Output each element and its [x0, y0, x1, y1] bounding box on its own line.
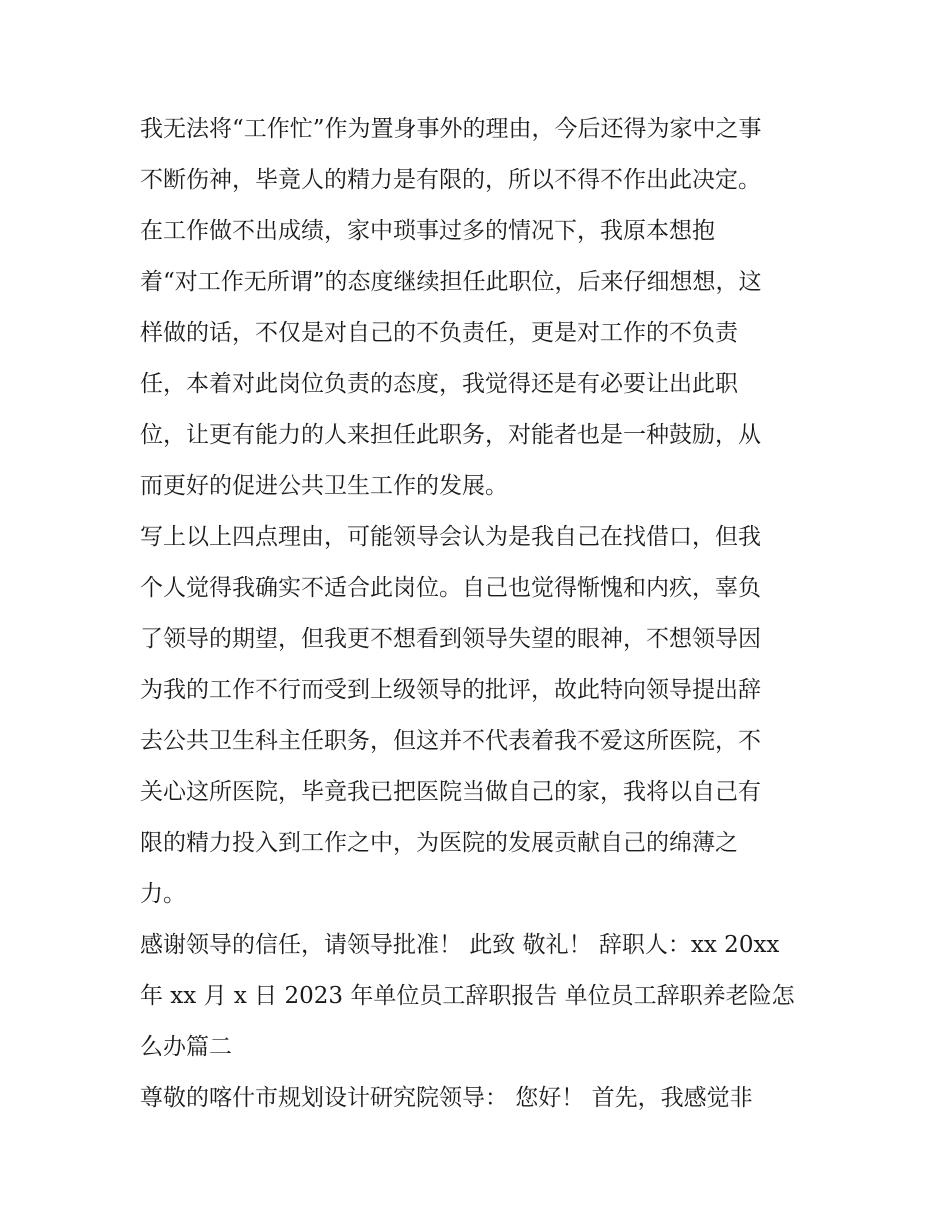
text-line: 个人觉得我确实不适合此岗位。自己也觉得惭愧和内疚，辜负 [140, 575, 761, 601]
text-line: 么办篇二 [140, 1034, 232, 1060]
text-line: 样做的话，不仅是对自己的不负责任，更是对工作的不负责 [140, 320, 738, 346]
text-line: 着“对工作无所谓”的态度继续担任此职位，后来仔细想想，这 [140, 269, 762, 295]
text-line: 限的精力投入到工作之中，为医院的发展贡献自己的绵薄之 [140, 830, 738, 856]
text-line: 关心这所医院，毕竟我已把医院当做自己的家，我将以自己有 [140, 779, 761, 805]
text-line: 不断伤神，毕竟人的精力是有限的，所以不得不作出此决定。 [140, 167, 761, 193]
text-line: 为我的工作不行而受到上级领导的批评，故此特向领导提出辞 [140, 677, 761, 703]
text-line: 在工作做不出成绩，家中琐事过多的情况下，我原本想抱 [140, 218, 715, 244]
text-line: 我无法将“工作忙”作为置身事外的理由，今后还得为家中之事 [140, 116, 762, 142]
text-line: 而更好的促进公共卫生工作的发展。 [140, 473, 508, 499]
text-line: 感谢领导的信任，请领导批准！ 此致 敬礼！ 辞职人：xx 20xx [140, 932, 780, 958]
text-line: 任，本着对此岗位负责的态度，我觉得还是有必要让出此职 [140, 371, 738, 397]
text-line: 年 xx 月 x 日 2023 年单位员工辞职报告 单位员工辞职养老险怎 [140, 983, 795, 1009]
text-line: 写上以上四点理由，可能领导会认为是我自己在找借口，但我 [140, 524, 761, 550]
text-line: 位，让更有能力的人来担任此职务，对能者也是一种鼓励，从 [140, 422, 761, 448]
text-line: 去公共卫生科主任职务，但这并不代表着我不爱这所医院，不 [140, 728, 761, 754]
text-line: 尊敬的喀什市规划设计研究院领导： 您好！ 首先，我感觉非 [140, 1085, 753, 1111]
text-line: 力。 [140, 881, 186, 907]
text-line: 了领导的期望，但我更不想看到领导失望的眼神，不想领导因 [140, 626, 761, 652]
